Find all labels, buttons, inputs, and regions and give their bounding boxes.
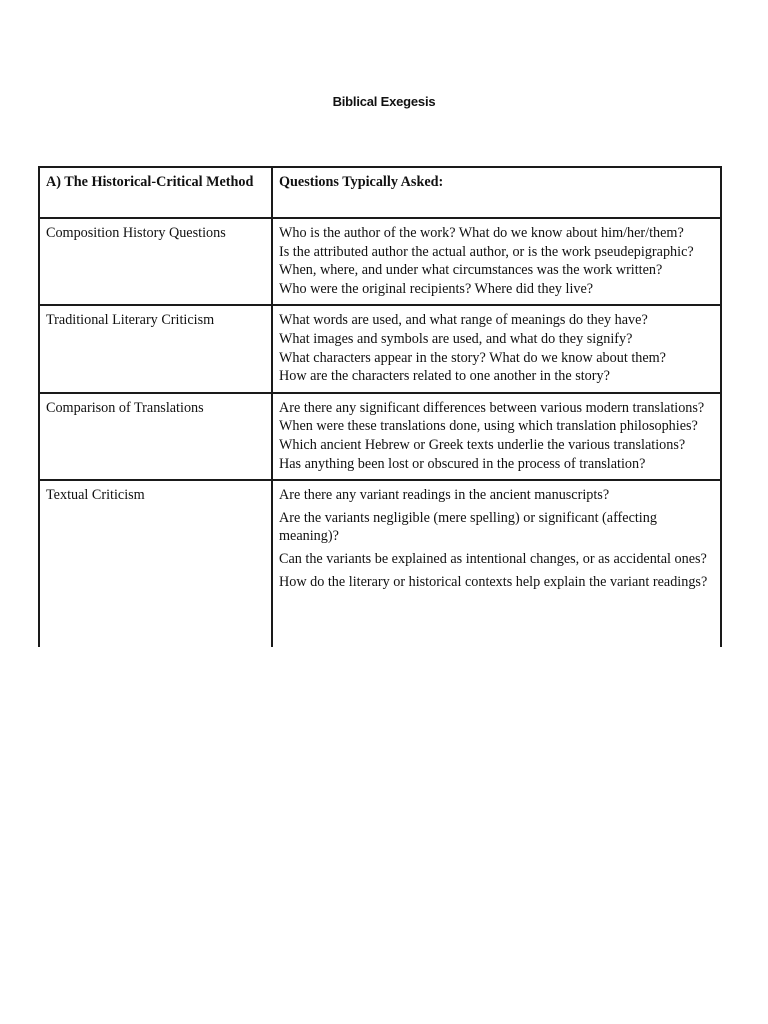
question-line: What words are used, and what range of meanings do they have? (279, 312, 648, 329)
question-line: Who were the original recipients? Where did they live? (279, 280, 594, 297)
exegesis-table (38, 166, 722, 647)
table-row (39, 305, 721, 392)
questions-cell (272, 480, 721, 647)
question-line: Has anything been lost or obscured in the process of translation? (279, 455, 646, 472)
question-line: What characters appear in the story? What do we know about them? (279, 349, 666, 366)
question-line: Are the variants negligible (mere spelling) or significant (affecting meaning)? (279, 509, 657, 545)
question-line: Which ancient Hebrew or Greek texts underlie the various translations? (279, 436, 686, 453)
question-line: How do the literary or historical contexts help explain the variant readings? (279, 573, 708, 590)
questions-cell (272, 393, 721, 480)
questions-cell (272, 305, 721, 392)
method-cell: Textual Criticism (39, 480, 272, 647)
table-row (39, 393, 721, 480)
question-line: What images and symbols are used, and what do they signify? (279, 330, 633, 347)
question-line: Can the variants be explained as intentional changes, or as accidental ones? (279, 550, 707, 567)
document-title: Biblical Exegesis (332, 94, 436, 109)
question-line: Are there any significant differences between various modern translations? (279, 399, 705, 416)
questions-cell (272, 218, 721, 305)
table-header-row (39, 167, 721, 218)
header-method-cell: A) The Historical-Critical Method (39, 167, 272, 218)
exegesis-table-container (38, 166, 720, 647)
method-cell: Traditional Literary Criticism (39, 305, 272, 392)
table-row (39, 218, 721, 305)
question-line: How are the characters related to one another in the story? (279, 368, 610, 385)
question-line: When were these translations done, using which translation philosophies? (279, 418, 698, 435)
question-line: When, where, and under what circumstances was the work written? (279, 262, 663, 279)
method-cell: Composition History Questions (39, 218, 272, 305)
header-questions-cell: Questions Typically Asked: (272, 167, 721, 218)
question-line: Is the attributed author the actual author, or is the work pseudepigraphic? (279, 243, 694, 260)
table-row (39, 480, 721, 647)
question-line: Are there any variant readings in the ancient manuscripts? (279, 487, 610, 504)
method-cell: Comparison of Translations (39, 393, 272, 480)
question-line: Who is the author of the work? What do we know about him/her/them? (279, 225, 684, 241)
